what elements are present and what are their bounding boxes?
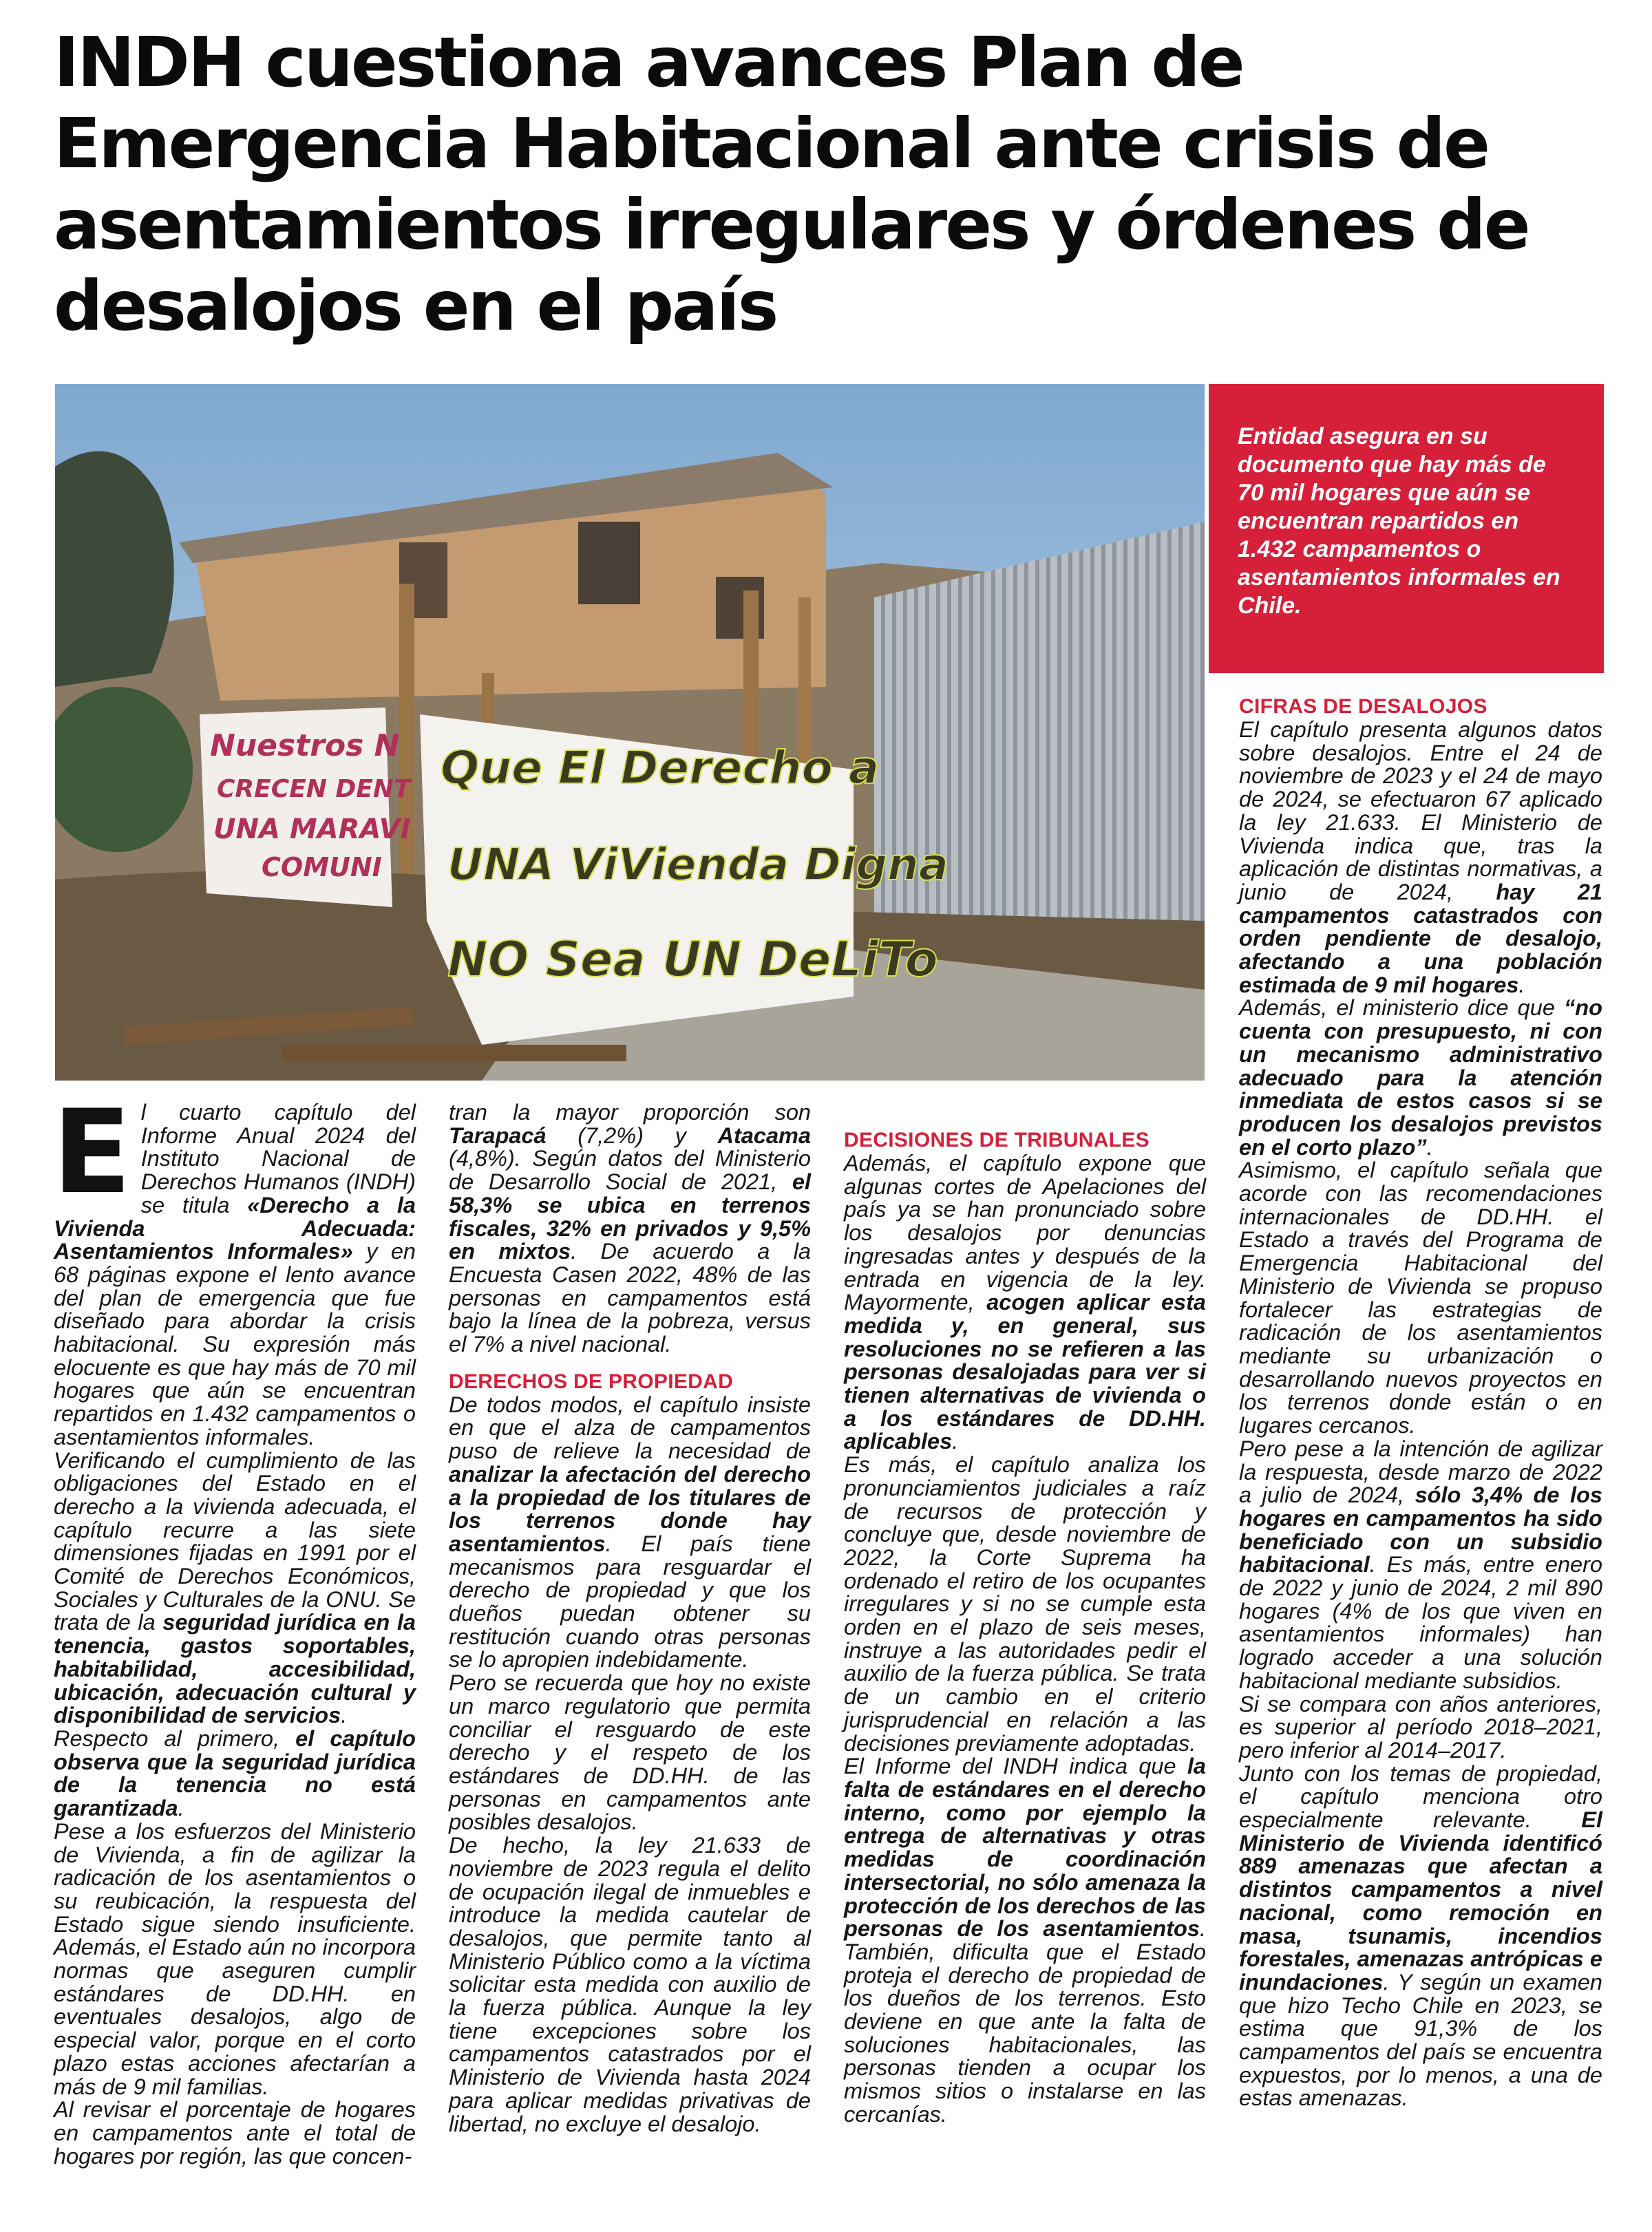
paragraph: Además, el ministerio dice que “no cuenta con presupuesto, ni con un mecanismo administrativo adecuado para la atención inmediata de estos casos si se producen los desalojos previstos en el corto plazo”.	[1239, 995, 1602, 1160]
article-photo	[55, 384, 1205, 1081]
paragraph: Si se compara con años anteriores, es superior al período 2018–2021, pero inferior al 2014–2017.	[1239, 1691, 1602, 1763]
banner-left-line: CRECEN DENT	[217, 775, 411, 803]
callout-text: Entidad asegura en su documento que hay más de 70 mil hogares que aún se encuentran repartidos en 1.432 campamentos o asentamientos informales en Chile.	[1238, 423, 1560, 619]
settlement-photo-illustration	[55, 384, 1205, 1081]
paragraph: De hecho, la ley 21.633 de noviembre de 2023 regula el delito de ocupación ilegal de inmuebles e introduce la medida cautelar de desalojos, que permite tanto al Ministerio Público como a la víctima solicitar esta medida con auxilio de la fuerza pública. Aunque la ley tiene excepciones sobre los campamentos catastrados por el Ministerio de Vivienda hasta 2024 para aplicar medidas privativas de libertad, no excluye el desalojo.	[449, 1833, 811, 2136]
paragraph: Al revisar el porcentaje de hogares en campamentos ante el total de hogares por región, las que concen-	[54, 2097, 416, 2169]
drop-cap: E	[52, 1085, 131, 1220]
paragraph: Verificando el cumplimiento de las obligaciones del Estado en el derecho a la vivienda adecuada, el capítulo recurre a las siete dimensiones fijadas en 1991 por el Comité de Derechos Económicos, Sociales y Culturales de la ONU. Se trata de la seguridad jurídica en la tenencia, gastos soportables, habitabilidad, accesibilidad, ubicación, adecuación cultural y disponibilidad de servicios.	[54, 1447, 416, 1728]
article-column-3	[844, 1129, 1206, 2127]
banner-left-line: COMUNI	[262, 852, 382, 882]
section-heading: CIFRAS DE DESALOJOS	[1239, 695, 1487, 718]
headline: INDH cuestiona avances Plan de Emergencia Habitacional ante crisis de asentamientos irregulares y órdenes de desalojos en el país	[54, 22, 1529, 346]
paragraph: Respecto al primero, el capítulo observa que la seguridad jurídica de la tenencia no está garantizada.	[54, 1725, 416, 1821]
article-column-4	[1239, 695, 1602, 2110]
section-heading: DERECHOS DE PROPIEDAD	[449, 1370, 734, 1393]
paragraph: Junto con los temas de propiedad, el capítulo menciona otro especialmente relevante. El Ministerio de Vivienda identificó 889 amenazas que afectan a distintos campamentos a nivel nacional, como remoción en masa, tsunamis, incendios forestales, amenazas antrópicas e inundaciones. Y según un examen que hizo Techo Chile en 2023, se estima que 91,3% de los campamentos del país se encuentra expuestos, por lo menos, a una de estas amenazas.	[1239, 1761, 1602, 2111]
paragraph: Pero pese a la intención de agilizar la respuesta, desde marzo de 2022 a julio de 2024, sólo 3,4% de los hogares en campamentos ha sido beneficiado con un subsidio habitacional. Es más, entre enero de 2022 y junio de 2024, 2 mil 890 hogares (4% de los que viven en asentamientos informales) han logrado acceder a una solución habitacional mediante subsidios.	[1239, 1436, 1603, 1693]
banner-right-line: Que El Derecho a	[441, 741, 880, 794]
callout-box	[1209, 384, 1604, 673]
paragraph: Es más, el capítulo analiza los pronunciamientos judiciales a raíz de recursos de protección y concluye que, desde noviembre de 2022, la Corte Suprema ha ordenado el retiro de los ocupantes irregulares y si no se cumple esta orden en el plazo de seis meses, instruye a las autoridades pedir el auxilio de la fuerza pública. Se trata de un cambio en el criterio jurisprudencial en relación a las decisiones previamente adoptadas.	[844, 1452, 1206, 1756]
banner-left-line: UNA MARAVI	[213, 814, 411, 845]
paragraph: tran la mayor proporción son Tarapacá (7,2%) y Atacama (4,8%). Según datos del Ministerio de Desarrollo Social de 2021, el 58,3% se ubica en terrenos fiscales, 32% en privados y 9,5% en mixtos. De acuerdo a la Encuesta Casen 2022, 48% de las personas en campamentos está bajo la línea de la pobreza, versus el 7% a nivel nacional.	[449, 1100, 811, 1357]
article-column-2	[449, 1101, 811, 2136]
article-column-1	[52, 1085, 416, 2169]
paragraph: El capítulo presenta algunos datos sobre desalojos. Entre el 24 de noviembre de 2023 y el 24 de mayo de 2024, se efectuaron 67 aplicado la ley 21.633. El Ministerio de Vivienda indica que, tras la aplicación de distintas normativas, a junio de 2024, hay 21 campamentos catastrados con orden pendiente de desalojo, afectando a una población estimada de 9 mil hogares.	[1239, 717, 1602, 997]
section-heading: DECISIONES DE TRIBUNALES	[844, 1129, 1150, 1151]
banner-right-line: NO Sea UN DeLiTo	[447, 931, 938, 988]
paragraph: El Informe del INDH indica que la falta de estándares en el derecho interno, como por ejemplo la entrega de alternativas y otras medidas de coordinación intersectorial, no sólo amenaza la protección de los derechos de las personas de los asentamientos. También, dificulta que el Estado proteja el derecho de propiedad de los dueños de los terrenos. Esto deviene en que ante la falta de soluciones habitacionales, las personas tienden a ocupar los mismos sitios o instalarse en las cercanías.	[844, 1754, 1206, 2127]
banner-left-line: Nuestros N	[210, 728, 400, 763]
paragraph: De todos modos, el capítulo insiste en que el alza de campamentos puso de relieve la necesidad de analizar la afectación del derecho a la propiedad de los titulares de los terrenos donde hay asentamientos. El país tiene mecanismos para resguardar el derecho de propiedad y que los dueños puedan obtener su restitución cuando otras personas se lo apropien indebidamente.	[449, 1392, 811, 1672]
paragraph: Además, el capítulo expone que algunas cortes de Apelaciones del país ya se han pronunciado sobre los desalojos por denuncias ingresadas antes y después de la entrada en vigencia de la ley. Mayormente, acogen aplicar esta medida y, en general, sus resoluciones no se refieren a las personas desalojadas para ver si tienen alternativas de vivienda o a los estándares de DD.HH. aplicables.	[844, 1151, 1206, 1454]
paragraph: Asimismo, el capítulo señala que acorde con las recomendaciones internacionales de DD.HH. el Estado a través del Programa de Emergencia Habitacional del Ministerio de Vivienda se propuso fortalecer las estrategias de radicación de los asentamientos mediante su urbanización o desarrollando nuevos proyectos en los terrenos donde están o en lugares cercanos.	[1239, 1158, 1602, 1438]
paragraph: Pese a los esfuerzos del Ministerio de Vivienda, a fin de agilizar la radicación de los asentamientos o su reubicación, la respuesta del Estado sigue siendo insuficiente. Además, el Estado aún no incorpora normas que aseguren cumplir estándares de DD.HH. en eventuales desalojos, algo de especial valor, porque en el corto plazo estas acciones afectarían a más de 9 mil familias.	[54, 1818, 416, 2099]
banner-right-line: UNA ViVienda Digna	[447, 840, 949, 891]
paragraph: Pero se recuerda que hoy no existe un marco regulatorio que permita conciliar el resguardo de este derecho y el respeto de los estándares de DD.HH. de las personas en campamentos ante posibles desalojos.	[449, 1670, 811, 1835]
paragraph: l cuarto capítulo del Informe Anual 2024 del Instituto Nacional de Derechos Humanos (INDH) se titula «Derecho a la Vivienda Adecuada: Asentamientos Informales» y en 68 páginas expone el lento avance del plan de emergencia que fue diseñado para abordar la crisis habitacional. Su expresión más elocuente es que hay más de 70 mil hogares que aún se encuentran repartidos en 1.432 campamentos o asentamientos informales.	[54, 1100, 416, 1449]
